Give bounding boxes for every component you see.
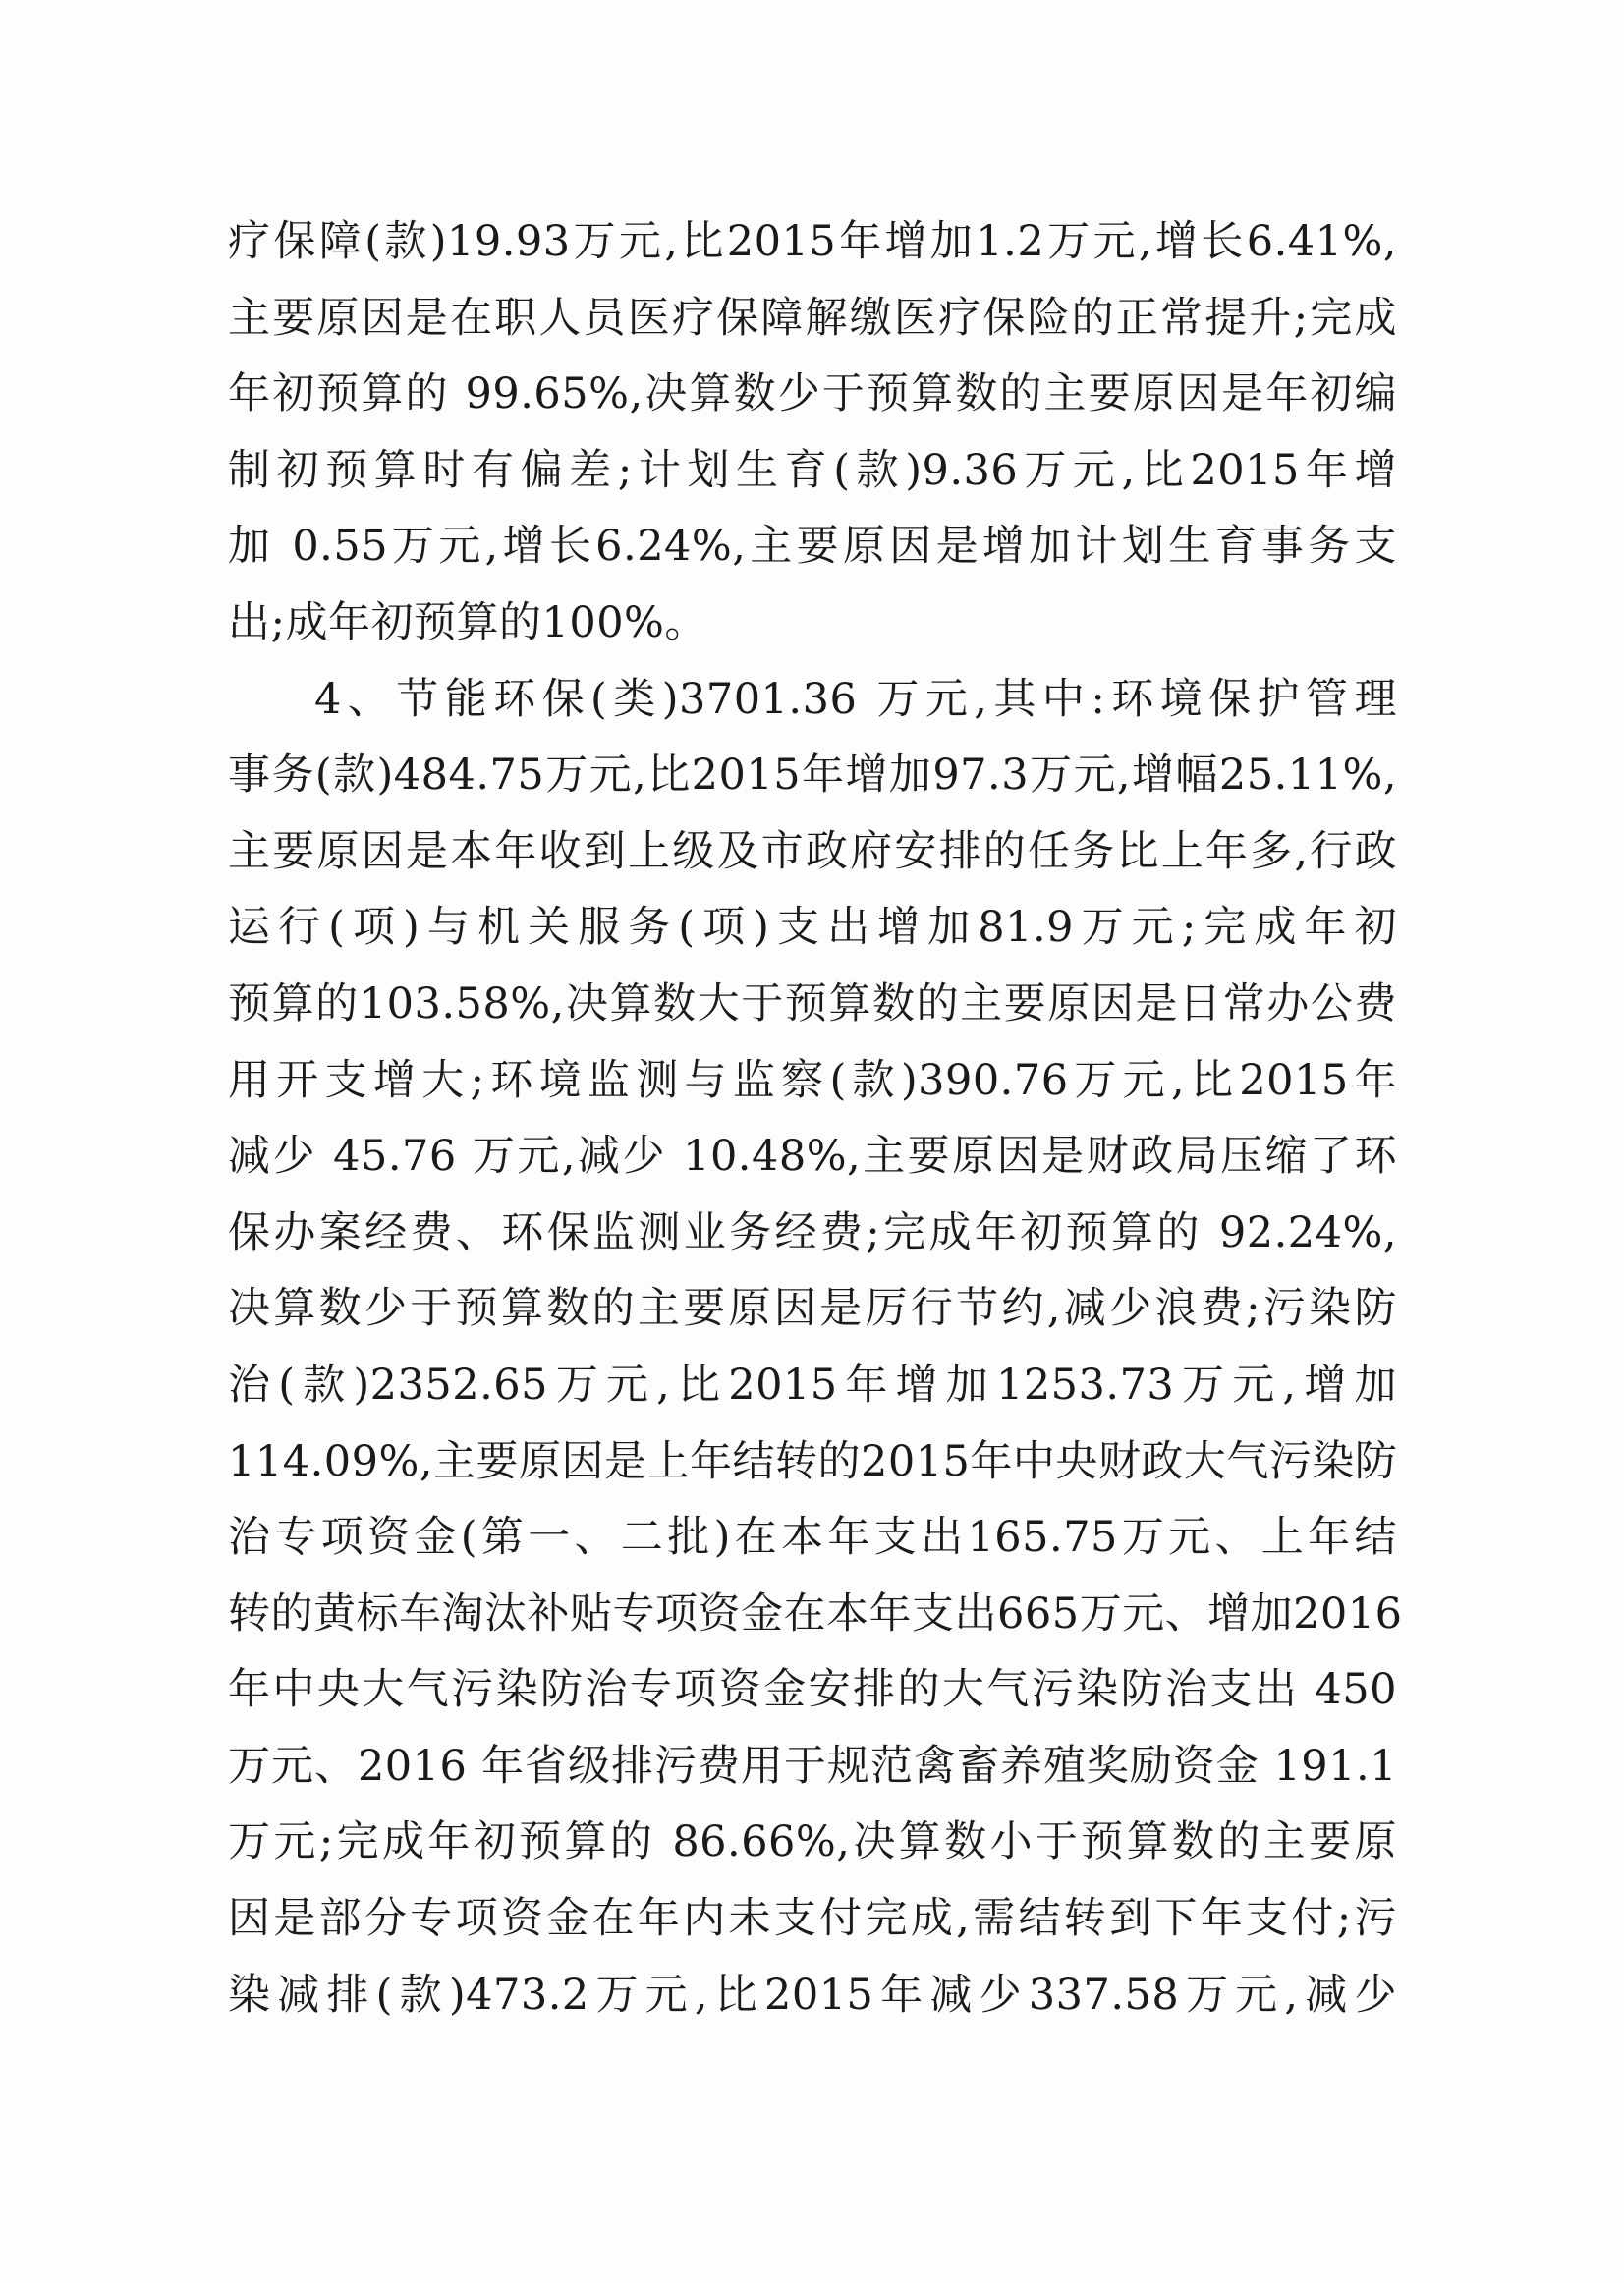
- text-line: 年初预算的 99.65%,决算数少于预算数的主要原因是年初编: [228, 369, 1397, 419]
- text-line: 转的黄标车淘汰补贴专项资金在本年支出665万元、增加2016: [228, 1588, 1403, 1639]
- text-line: 万元、2016 年省级排污费用于规范禽畜养殖奖励资金 191.1: [228, 1741, 1397, 1791]
- text-line: 减少 45.76 万元,减少 10.48%,主要原因是财政局压缩了环: [228, 1132, 1397, 1182]
- text-line: 治(款)2352.65万元,比2015年增加1253.73万元,增加: [228, 1360, 1397, 1410]
- body-text: [228, 204, 1403, 2033]
- text-line: 事务(款)484.75万元,比2015年增加97.3万元,增幅25.11%,: [228, 751, 1397, 801]
- text-line: 运行(项)与机关服务(项)支出增加81.9万元;完成年初: [228, 903, 1397, 953]
- text-line: 疗保障(款)19.93万元,比2015年增加1.2万元,增长6.41%,: [228, 217, 1397, 266]
- text-line: 决算数少于预算数的主要原因是厉行节约,减少浪费;污染防: [228, 1284, 1397, 1334]
- text-line: 因是部分专项资金在年内未支付完成,需结转到下年支付;污: [228, 1894, 1397, 1944]
- paragraph-first-line: 4、节能环保(类)3701.36 万元,其中:环境保护管理: [314, 674, 1397, 724]
- text-line: 加 0.55万元,增长6.24%,主要原因是增加计划生育事务支: [228, 522, 1397, 572]
- text-line: 治专项资金(第一、二批)在本年支出165.75万元、上年结: [228, 1513, 1397, 1563]
- text-line: 染减排(款)473.2万元,比2015年减少337.58万元,减少: [228, 1970, 1397, 2020]
- text-line: 主要原因是本年收到上级及市政府安排的任务比上年多,行政: [228, 826, 1397, 876]
- text-line: 预算的103.58%,决算数大于预算数的主要原因是日常办公费: [228, 978, 1397, 1029]
- text-line: 万元;完成年初预算的 86.66%,决算数小于预算数的主要原: [228, 1817, 1397, 1867]
- text-line: 年中央大气污染防治专项资金安排的大气污染防治支出 450: [228, 1665, 1397, 1715]
- text-line: 114.09%,主要原因是上年结转的2015年中央财政大气污染防: [228, 1436, 1398, 1486]
- text-line: 制初预算时有偏差;计划生育(款)9.36万元,比2015年增: [228, 445, 1397, 495]
- text-line: 出;成年初预算的100%。: [228, 597, 707, 647]
- text-line: 主要原因是在职人员医疗保障解缴医疗保险的正常提升;完成: [228, 293, 1397, 343]
- text-line: 保办案经费、环保监测业务经费;完成年初预算的 92.24%,: [228, 1207, 1397, 1257]
- text-line: 用开支增大;环境监测与监察(款)390.76万元,比2015年: [228, 1055, 1397, 1105]
